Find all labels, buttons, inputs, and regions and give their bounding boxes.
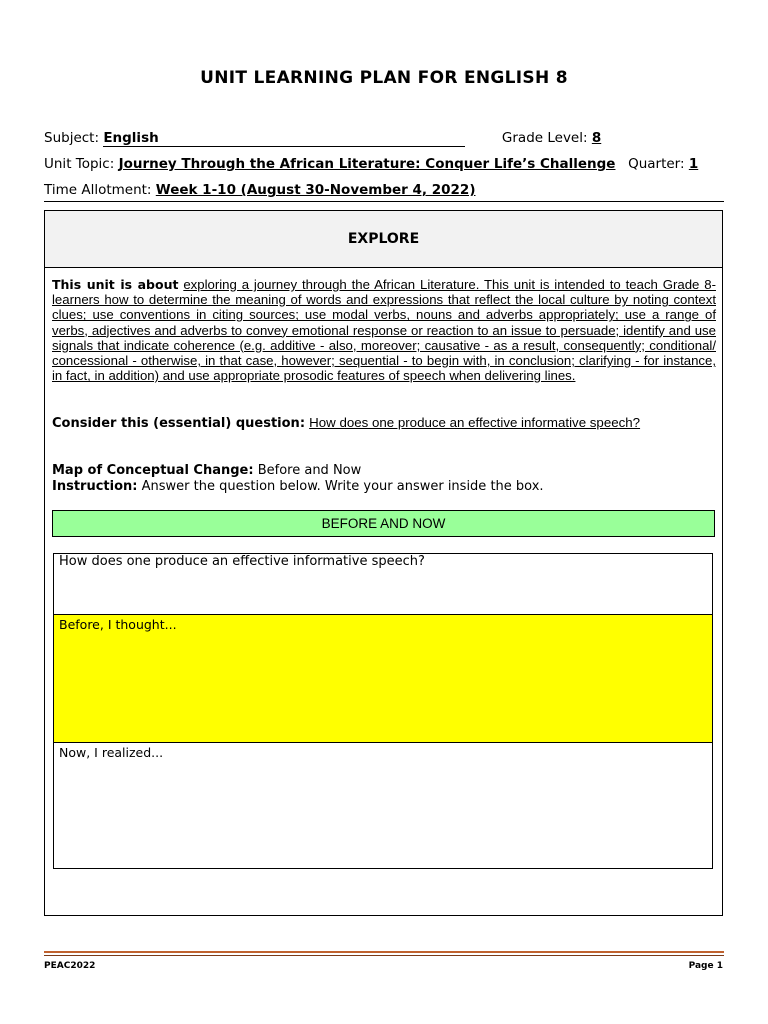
before-and-now-banner: BEFORE AND NOW [52,510,715,537]
footer-rule-thin [44,955,724,956]
divider [44,201,724,202]
topic-quarter-line [44,156,698,172]
essential-question: How does one produce an effective informative speech? [309,415,641,430]
time-value: Week 1-10 (August 30-November 4, 2022) [155,182,476,198]
map-label: Map of Conceptual Change: [52,463,254,478]
now-label: Now, I realized... [59,745,164,760]
footer-rule [44,951,724,953]
grade-label: Grade Level: [501,130,588,146]
now-answer-field[interactable] [54,743,712,868]
quarter-value: 1 [688,156,699,172]
map-value: Before and Now [257,463,362,478]
subject-label: Subject: [44,130,100,146]
explore-section [44,210,723,916]
instruction-line [52,479,544,494]
quarter-label: Quarter: [628,156,685,172]
subject-value-field [103,130,465,147]
document-title: UNIT LEARNING PLAN FOR ENGLISH 8 [200,68,568,88]
before-label: Before, I thought... [59,617,177,632]
time-label: Time Allotment: [44,182,152,198]
answer-box [53,553,713,869]
unit-description-lead: This unit is about [52,277,179,292]
topic-label: Unit Topic: [44,156,115,172]
grade-value: 8 [591,130,602,146]
subject-grade-line [44,130,601,147]
footer-code: PEAC2022 [44,961,96,971]
instruction-label: Instruction: [52,479,138,494]
instruction-value: Answer the question below. Write your answer inside the box. [141,479,544,494]
answer-box-question: How does one produce an effective informative speech? [54,554,712,615]
topic-value: Journey Through the African Literature: Conquer Life’s Challenge [118,156,616,172]
unit-description [52,277,716,383]
unit-description-text: exploring a journey through the African Literature. This unit is intended to teach Grade 8-learners how to determine the meaning of words and expressions that reflect the local culture by noting context clues; use conventions in citing sources; use modal verbs, nouns and adverbs appropriately; use a range of verbs, adjectives and adverbs to convey emotional response or reaction to an issue to persuade; identify and use signals that indicate coherence (e.g. additive - also, moreover; causative - as a result, consequently; conditional/ concessional - otherwise, in that case, however; sequential - to begin with, in conclusion; clarifying - for instance, in fact, in addition) and use appropriate prosodic features of speech when delivering lines. [52,277,716,384]
before-answer-field[interactable] [54,615,712,743]
map-of-conceptual-change [52,463,361,478]
time-allotment-line [44,182,475,198]
page-number: Page 1 [688,961,723,971]
essential-question-line [52,415,722,431]
subject-value: English [103,130,159,146]
explore-heading: EXPLORE [45,211,722,268]
essential-question-label: Consider this (essential) question: [52,416,306,431]
